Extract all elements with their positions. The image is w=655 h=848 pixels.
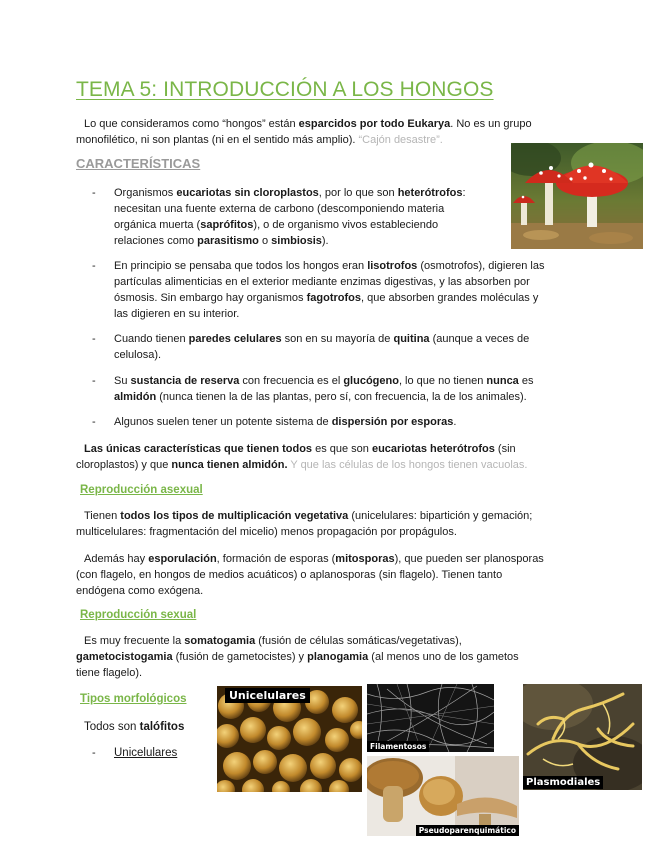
bold-text: parasitismo [197,235,259,247]
list-item-dispersion [92,414,592,430]
text: Cuando tienen [114,333,189,345]
text: (al menos uno de los gametos [368,651,519,663]
line [114,217,514,233]
text: (osmotrofos), digieren las [417,260,545,272]
text: , formación de esporas ( [216,553,336,565]
text: En principio se pensaba que todos los hongos eran [114,260,368,272]
sexual-paragraph [76,633,596,681]
intro-text-3: monofilético, ni son plantas (ni en el sentido más amplio). [76,134,359,146]
asexual-paragraph-1 [76,508,596,540]
bold-text: almidón [114,391,157,403]
bullet-dash: - [92,260,96,272]
text: o [258,235,272,247]
intro-paragraph [84,116,584,132]
line [114,373,594,389]
text: Es muy frecuente la [84,635,185,647]
line [114,290,594,306]
bold-text: nunca [486,375,519,387]
line: endógena como exógena. [76,585,204,597]
bold-text: paredes celulares [188,333,282,345]
line: celulosa). [114,349,162,361]
intro-bold: esparcidos por todo Eukarya [298,118,451,130]
bold-text: mitosporas [335,553,395,565]
intro-gray-note: “Cajón desastre”. [358,134,443,146]
text: Algunos suelen tener un potente sistema de [114,416,332,428]
unicelulares-photo [217,686,362,792]
text: (unicelulares: bipartición y gemación; [348,510,533,522]
list-item-lisotrofos [92,258,592,322]
filamentosos-photo [367,684,494,752]
image-caption-unicelulares: Unicelulares [225,688,310,703]
image-caption-filamentosos: Filamentosos [367,741,429,752]
line: (con flagelo, en hongos de medios acuáticos) o aplanosporas (sin flagelo). Tienen tanto [76,569,503,581]
bold-text: planogamia [307,651,369,663]
bold-text: gametocistogamia [76,651,173,663]
line: partículas alimenticias en el exterior mediante enzimas digestivas, y las absorben por [114,276,530,288]
text: , por lo que son [318,187,398,199]
image-caption-pseudoparenquimatico: Pseudoparenquimático [416,825,519,836]
line [114,414,594,430]
plasmodiales-photo [523,684,642,790]
bold-text: sustancia de reserva [130,375,240,387]
text: , lo que no tienen [398,375,487,387]
section-heading-tipos-morfologicos: Tipos morfológicos [80,693,187,705]
list-item-eucariotas [92,185,512,249]
line [114,331,594,347]
bold-text: fagotrofos [306,292,361,304]
text: son en su mayoría de [281,333,394,345]
line: tiene flagelo). [76,667,143,679]
intro-text-2: . No es un grupo [450,118,532,130]
text: : [462,187,466,199]
text: Todos son [84,721,140,733]
bold-text: somatogamia [184,635,256,647]
text: cloroplastos) y que [76,459,172,471]
text: (aunque a veces de [429,333,530,345]
line [76,551,596,567]
text: ), o de organismo vivos estableciendo [253,219,439,231]
text: es [518,375,534,387]
text: (sin [494,443,516,455]
text: . [453,416,457,428]
text: (nunca tienen la de las plantas, pero sí, con frecuencia, la de los animales). [156,391,527,403]
bold-text: heterótrofos [397,187,463,199]
line [76,649,596,665]
intro-text: Lo que consideramos como “hongos” están [84,118,299,130]
line [76,633,596,649]
bold-text: eucariotas heterótrofos [371,443,495,455]
text: ósmosis. Sin embargo hay organismos [114,292,307,304]
bold-text: nunca tienen almidón. [171,459,288,471]
talofitos-line [84,719,184,735]
bold-text: todos los tipos de multiplicación vegetativa [120,510,349,522]
bold-text: esporulación [148,553,217,565]
summary-paragraph [84,441,584,457]
text: ), que pueden ser planosporas [394,553,544,565]
text: (fusión de gametocistes) y [172,651,308,663]
bullet-dash: - [92,375,96,387]
text: Su [114,375,131,387]
bold-text: eucariotas sin cloroplastos [176,187,319,199]
bold-text: dispersión por esporas [331,416,454,428]
asexual-paragraph-2 [76,551,596,599]
text: Organismos [114,187,177,199]
amanita-illustration [511,143,643,249]
line [114,389,594,405]
bullet-dash: - [92,416,96,428]
bullet-dash: - [92,187,96,199]
line: las digieren en su interior. [114,308,240,320]
pseudoparenquimatico-photo [367,756,519,836]
summary-gray-note: Y que las células de los hongos tienen vacuolas. [287,459,528,471]
bullet-dash: - [92,333,96,345]
text: (fusión de células somáticas/vegetativas), [255,635,462,647]
text: , que absorben grandes moléculas y [360,292,539,304]
text: relaciones como [114,235,198,247]
text: Tienen [84,510,121,522]
bold-text: glucógeno [343,375,399,387]
bold-text: saprófitos [200,219,254,231]
unicelulares-link: Unicelulares [114,747,178,759]
intro-paragraph-line2 [76,132,586,148]
text: Además hay [84,553,149,565]
list-item-unicelulares [92,745,212,761]
bold-text: quitina [393,333,430,345]
text: con frecuencia es el [239,375,344,387]
boletus-illustration [367,756,519,836]
text: es que son [312,443,372,455]
line: necesitan una fuente externa de carbono (descomponiendo materia [114,203,445,215]
line: multicelulares: fragmentación del micelio) menos propagación por propágulos. [76,526,457,538]
section-heading-reproduccion-asexual: Reproducción asexual [80,484,203,496]
line [114,185,514,201]
section-heading-caracteristicas: CARACTERÍSTICAS [76,156,201,171]
slime-mold-illustration [523,684,642,790]
page-title: TEMA 5: INTRODUCCIÓN A LOS HONGOS [76,78,494,101]
line [114,233,514,249]
list-item-paredes [92,331,592,363]
line [76,508,596,524]
text: ). [321,235,329,247]
image-caption-plasmodiales: Plasmodiales [523,776,603,789]
bold-text: Las únicas características que tienen todos [84,443,313,455]
bold-text: lisotrofos [367,260,418,272]
bold-text: simbiosis [271,235,322,247]
list-item-reserva [92,373,592,405]
bold-text: talófitos [139,721,185,733]
summary-paragraph-line2 [76,457,586,473]
text: orgánica muerta ( [114,219,201,231]
bullet-dash: - [92,747,96,759]
section-heading-reproduccion-sexual: Reproducción sexual [80,609,197,621]
line [114,258,594,274]
amanita-photo [511,143,643,249]
